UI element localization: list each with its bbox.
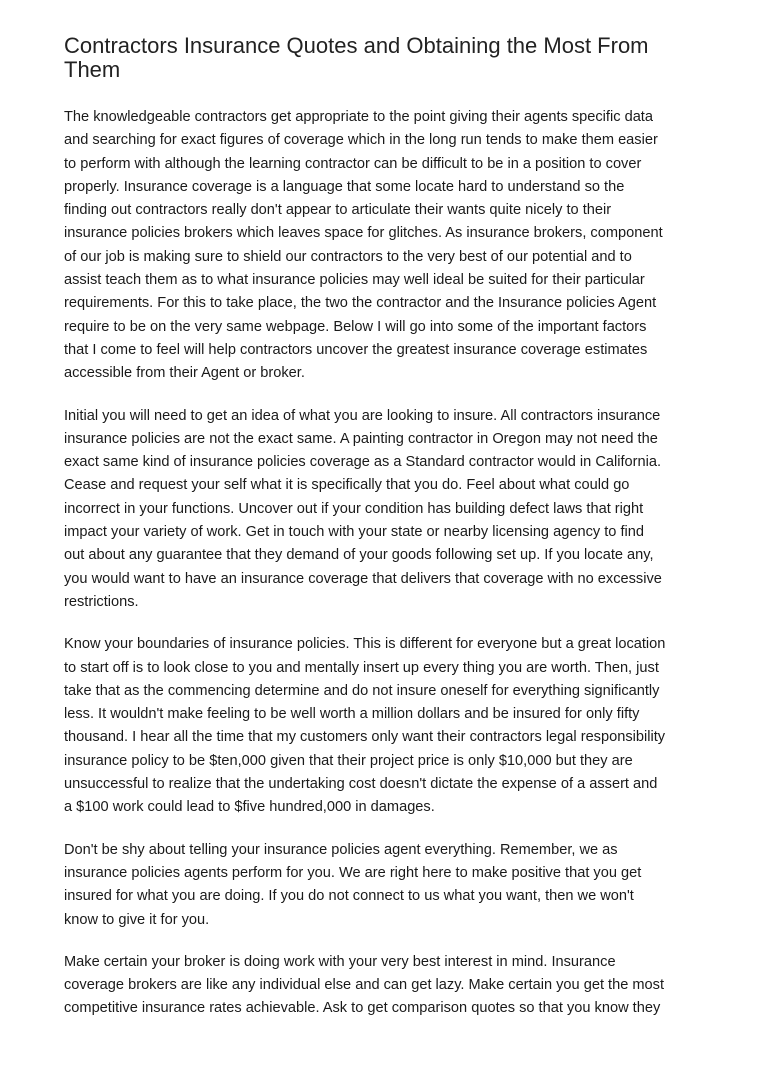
paragraph: [64, 106, 744, 386]
text-line: a $100 work could lead to $five hundred,000 in damages.: [64, 799, 435, 816]
text-line: and searching for exact figures of coverage which in the long run tends to make them easier: [64, 132, 658, 149]
text-line: assist teach them as to what insurance policies may well ideal be suited for their particular: [64, 272, 645, 289]
text-line: incorrect in your functions. Uncover out if your condition has building defect laws that right: [64, 500, 644, 517]
text-line: unsuccessful to realize that the undertaking cost doesn't dictate the expense of a assert and: [64, 776, 658, 793]
document-title: [64, 34, 744, 82]
text-line: insurance policies are not the exact same. A painting contractor in Oregon may not need the: [64, 430, 658, 447]
text-line: The knowledgeable contractors get appropriate to the point giving their agents specific data: [64, 109, 653, 125]
text-line: exact same kind of insurance policies coverage as a Standard contractor would in California.: [64, 454, 662, 471]
text-line: insurance policy to be $ten,000 given that their project price is only $10,000 but they are: [64, 752, 633, 769]
document-body: [64, 106, 744, 1021]
text-line: insurance policies brokers which leaves space for glitches. As insurance brokers, component: [64, 225, 663, 242]
text-line: restrictions.: [64, 593, 139, 610]
text-line: accessible from their Agent or broker.: [64, 365, 305, 382]
text-line: Initial you will need to get an idea of what you are looking to insure. All contractors insurance: [64, 407, 661, 424]
paragraph: [64, 405, 744, 615]
text-line: Make certain your broker is doing work with your very best interest in mind. Insurance: [64, 953, 616, 970]
text-line: take that as the commencing determine and do not insure oneself for everything significantly: [64, 682, 660, 699]
title-line: Them: [64, 57, 121, 82]
text-line: to start off is to look close to you and mentally insert up every thing you are worth. Then, just: [64, 659, 659, 676]
text-line: competitive insurance rates achievable. Ask to get comparison quotes so that you know they: [64, 1000, 661, 1017]
text-line: insurance policies agents perform for you. We are right here to make positive that you get: [64, 864, 642, 881]
text-line: requirements. For this to take place, the two the contractor and the Insurance policies Agent: [64, 295, 657, 312]
text-line: less. It wouldn't make feeling to be well worth a million dollars and be insured for only fifty: [64, 706, 640, 723]
text-line: insured for what you are doing. If you do not connect to us what you want, then we won't: [64, 888, 634, 905]
text-line: impact your variety of work. Get in touch with your state or nearby licensing agency to find: [64, 524, 644, 541]
document-page: [64, 34, 744, 1021]
text-line: to perform with although the learning contractor can be difficult to be in a position to cover: [64, 155, 642, 172]
text-line: out about any guarantee that they demand of your goods following set up. If you locate any,: [64, 547, 654, 564]
text-line: of our job is making sure to shield our contractors to the very best of our potential and to: [64, 248, 632, 265]
paragraph: [64, 839, 744, 932]
text-line: finding out contractors really don't appear to articulate their wants quite nicely to their: [64, 202, 612, 219]
text-line: Cease and request your self what it is specifically that you do. Feel about what could go: [64, 477, 630, 494]
title-line: Contractors Insurance Quotes and Obtaining the Most From: [64, 33, 649, 58]
text-line: you would want to have an insurance coverage that delivers that coverage with no excessive: [64, 570, 662, 587]
text-line: coverage brokers are like any individual else and can get lazy. Make certain you get the most: [64, 977, 665, 994]
text-line: thousand. I hear all the time that my customers only want their contractors legal responsibility: [64, 729, 666, 746]
text-line: require to be on the very same webpage. Below I will go into some of the important factors: [64, 318, 647, 335]
text-line: know to give it for you.: [64, 911, 210, 928]
text-line: properly. Insurance coverage is a language that some locate hard to understand so the: [64, 178, 625, 195]
paragraph: [64, 633, 744, 819]
paragraph: [64, 951, 744, 1021]
text-line: Know your boundaries of insurance policies. This is different for everyone but a great location: [64, 636, 666, 653]
text-line: that I come to feel will help contractors uncover the greatest insurance coverage estimates: [64, 341, 648, 358]
text-line: Don't be shy about telling your insurance policies agent everything. Remember, we as: [64, 841, 618, 858]
